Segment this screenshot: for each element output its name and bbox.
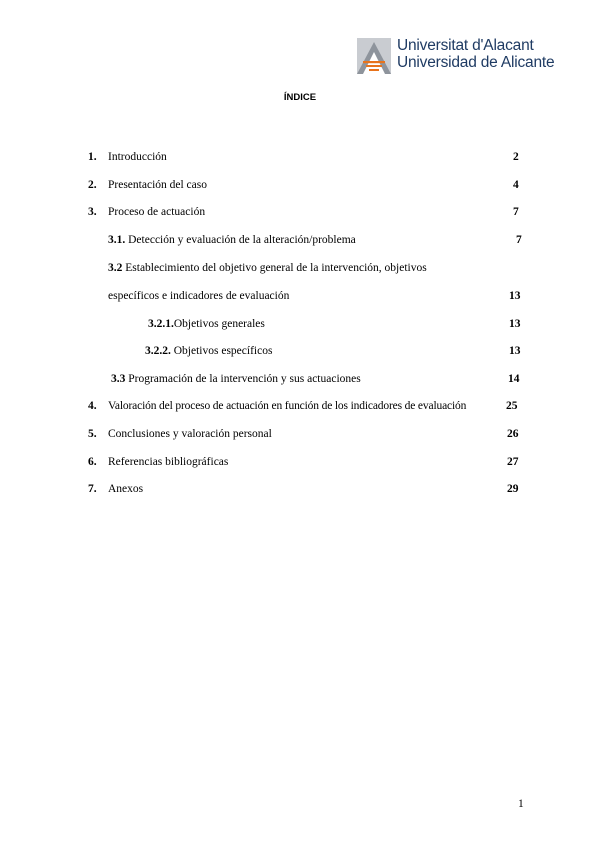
toc-label: Anexos <box>108 483 144 495</box>
toc-number: 6. <box>88 456 97 468</box>
toc-label: específicos e indicadores de evaluación <box>108 290 290 302</box>
toc-number: 7. <box>88 483 97 495</box>
toc-number: 5. <box>88 428 97 440</box>
toc-entry <box>148 317 265 331</box>
toc-page: 14 <box>508 373 520 385</box>
toc-number: 2. <box>88 179 97 191</box>
toc-number: 3.2 <box>108 262 123 274</box>
toc-label: Establecimiento del objetivo general de la intervención, objetivos <box>125 262 427 274</box>
toc-label: Conclusiones y valoración personal <box>108 428 272 440</box>
toc-label: Referencias bibliográficas <box>108 456 229 468</box>
toc-label: Programación de la intervención y sus actuaciones <box>128 373 361 385</box>
toc-page: 13 <box>509 345 521 357</box>
university-logo <box>357 38 557 74</box>
page-number: 1 <box>518 798 524 810</box>
university-emblem-icon <box>357 38 391 74</box>
toc-page: 13 <box>509 290 521 302</box>
logo-line-2: Universidad de Alicante <box>397 54 555 71</box>
toc-label: Detección y evaluación de la alteración/problema <box>128 234 356 246</box>
toc-page: 29 <box>507 483 519 495</box>
toc-label: Presentación del caso <box>108 179 207 191</box>
toc-page: 27 <box>507 456 519 468</box>
toc-label: Valoración del proceso de actuación en función de los indicadores de evaluación <box>108 400 467 412</box>
toc-page: 7 <box>513 206 519 218</box>
toc-entry <box>108 261 427 275</box>
logo-line-1: Universitat d'Alacant <box>397 37 534 54</box>
toc-entry <box>145 344 272 358</box>
toc-label: Objetivos específicos <box>173 345 273 357</box>
toc-number: 1. <box>88 151 97 163</box>
toc-page: 25 <box>506 400 518 412</box>
toc-page: 2 <box>513 151 519 163</box>
page-title: ÍNDICE <box>283 92 317 103</box>
toc-page: 7 <box>516 234 522 246</box>
toc-label: Proceso de actuación <box>108 206 206 218</box>
toc-entry <box>108 233 356 247</box>
toc-label: Introducción <box>108 151 167 163</box>
toc-number: 3.3 <box>111 373 126 385</box>
toc-number: 3.1. <box>108 234 126 246</box>
toc-number: 3.2.2. <box>145 345 171 357</box>
toc-number: 4. <box>88 400 97 412</box>
toc-page: 26 <box>507 428 519 440</box>
toc-label: Objetivos generales <box>173 318 265 330</box>
logo-wordmark <box>397 37 554 71</box>
toc-number: 3.2.1. <box>148 318 174 330</box>
toc-page: 4 <box>513 179 519 191</box>
toc-entry <box>111 372 361 386</box>
toc-number: 3. <box>88 206 97 218</box>
toc-page: 13 <box>509 318 521 330</box>
toc-entry-continued <box>108 289 289 303</box>
